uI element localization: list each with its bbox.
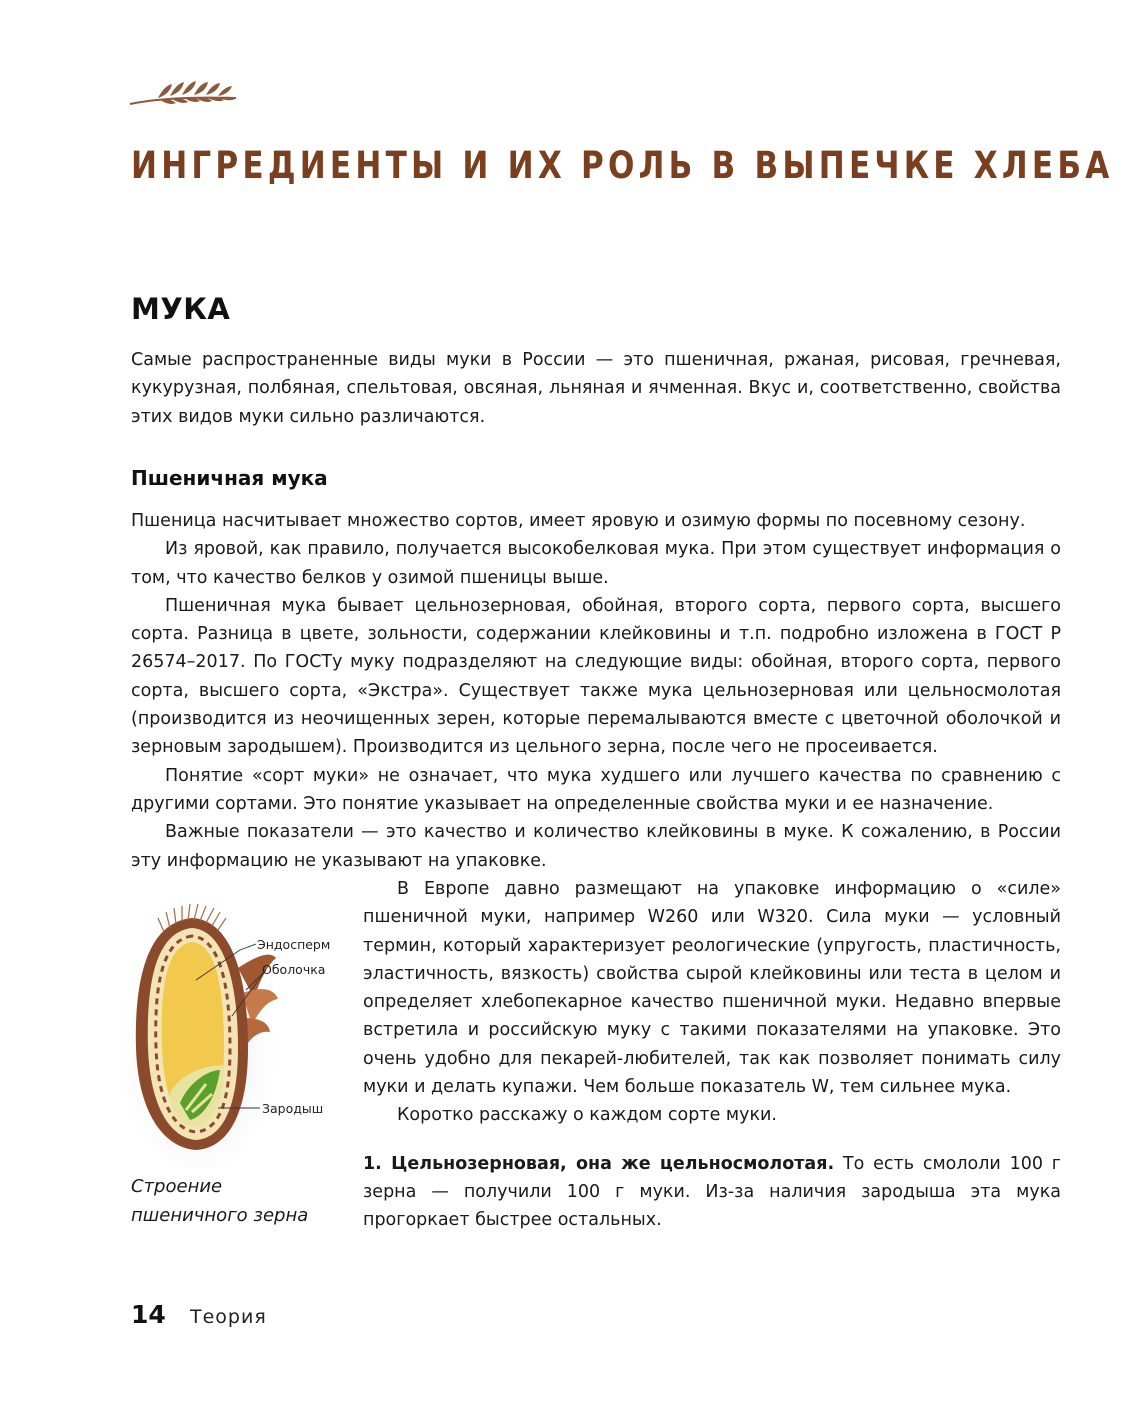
flour-type-item	[363, 1150, 1061, 1235]
label-endosperm: Эндосперм	[257, 937, 331, 952]
wheat-ear-icon	[128, 78, 238, 110]
body-text	[131, 507, 1061, 875]
label-shell: Оболочка	[262, 962, 326, 977]
flour-type-name: 1. Цельнозерновая, она же цельносмолотая.	[363, 1153, 835, 1174]
running-footer-section: Теория	[190, 1306, 267, 1328]
paragraph: В Европе давно размещают на упаковке информацию о «силе» пшеничной муки, например W260 или W320. Сила муки — условный термин, который характеризует реологические (упругость, пластичность, эластичность, вязкость) свойства сырой клейковины или теста в целом и определяет хлебопекарное качество пшеничной муки. Недавно впервые встретила и российскую муку с такими показателями на упаковке. Это очень удобно для пекарей-любителей, так как позволяет понимать силу муки и делать купажи. Чем больше показатель W, тем сильнее мука.	[363, 879, 1061, 1098]
label-germ: Зародыш	[262, 1101, 324, 1116]
paragraph: Пшеничная мука бывает цельнозерновая, обойная, второго сорта, первого сорта, высшего сорта. Разница в цвете, зольности, содержании клейковины и т.п. подробно изложена в ГОСТ Р 26574–2017. По ГОСТу муку подразделяют на следующие виды: обойная, второго сорта, первого сорта, высшего сорта, «Экстра». Существует также мука цельнозерновая или цельносмолотая (производится из неочищенных зерен, которые перемалываются вместе с цветочной оболочкой и зерновым зародышем). Производится из цельного зерна, после чего не просеивается.	[131, 595, 1061, 758]
figure-caption: Строение пшеничного зерна	[131, 1176, 309, 1226]
paragraph: Пшеница насчитывает множество сортов, имеет яровую и озимую формы по посевному сезону.	[131, 511, 1026, 531]
right-column-text	[363, 875, 1061, 1235]
subsection-title: Пшеничная мука	[131, 466, 328, 490]
page-number: 14	[131, 1300, 166, 1329]
chapter-title: ИНГРЕДИЕНТЫ И ИХ РОЛЬ В ВЫПЕЧКЕ ХЛЕБА	[131, 144, 1114, 187]
paragraph: Из яровой, как правило, получается высокобелковая мука. При этом существует информация о том, что качество белков у озимой пшеницы выше.	[131, 539, 1061, 588]
flour-type-description: То есть смололи 100 г зерна — получили 100 г муки. Из-за наличия зародыша эта мука прогоркает быстрее остальных.	[363, 1153, 1061, 1231]
section-title: МУКА	[131, 292, 231, 326]
paragraph: Понятие «сорт муки» не означает, что мука худшего или лучшего качества по сравнению с другими сортами. Это понятие указывает на определенные свойства муки и ее назначение.	[131, 765, 1061, 814]
section-intro: Самые распространенные виды муки в России — это пшеничная, ржаная, рисовая, гречневая, кукурузная, полбяная, спельтовая, овсяная, льняная и ячменная. Вкус и, соответственно, свойства этих видов муки сильно различаются.	[131, 350, 1061, 427]
paragraph: Коротко расскажу о каждом сорте муки.	[397, 1105, 777, 1126]
paragraph: Важные показатели — это качество и количество клейковины в муке. К сожалению, в России эту информацию не указывают на упаковке.	[131, 822, 1061, 871]
